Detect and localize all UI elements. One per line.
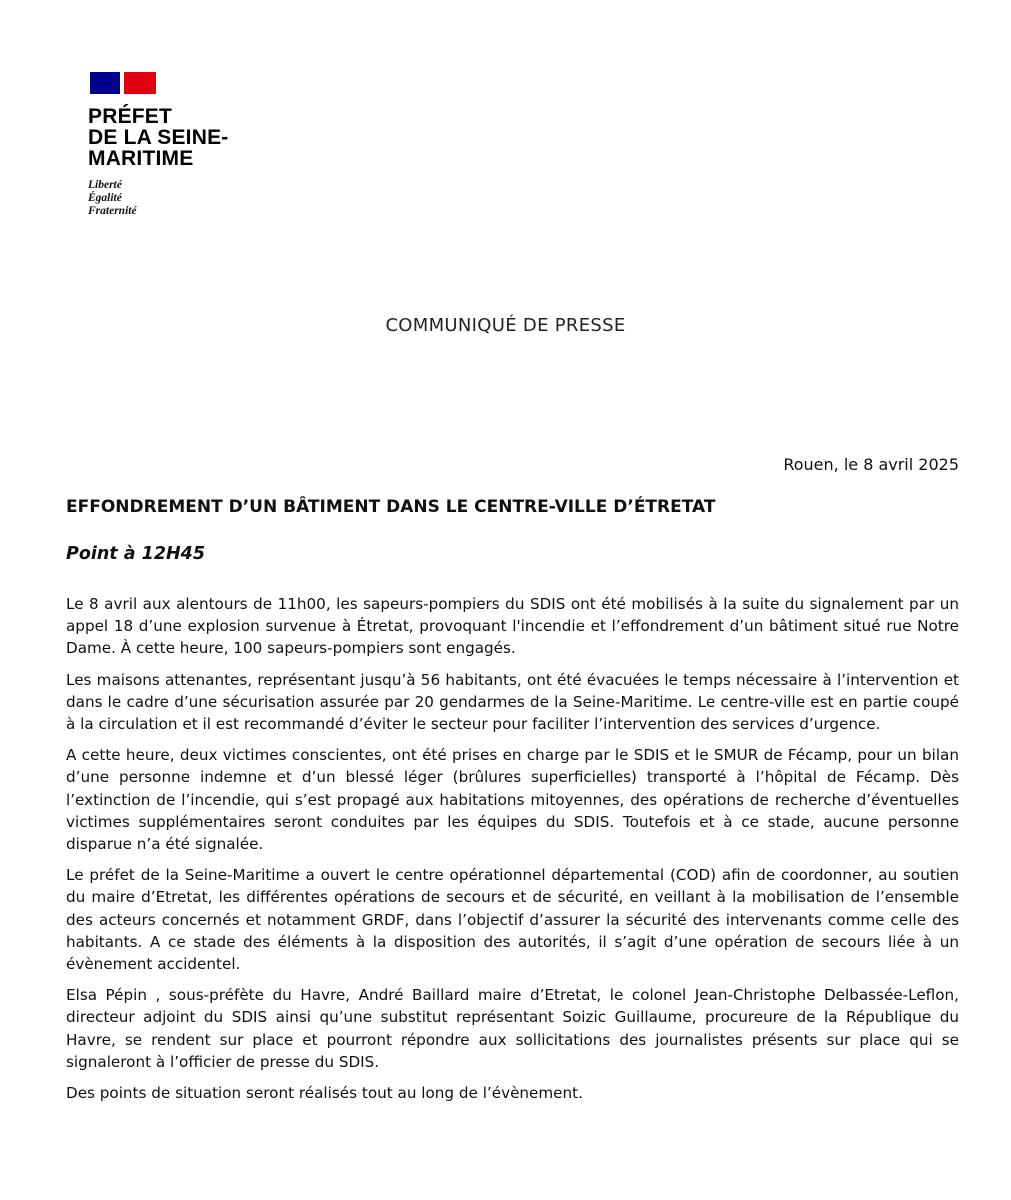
motto-line: Égalité xyxy=(88,192,122,204)
body-paragraph: Des points de situation seront réalisés tout au long de l’évènement. xyxy=(66,1084,583,1103)
document-date: Rouen, le 8 avril 2025 xyxy=(783,455,959,474)
authority-line: PRÉFET xyxy=(88,105,173,128)
body-paragraph: A cette heure, deux victimes conscientes, ont été prises en charge par le SDIS et le SMUR de Fécamp, pour un bilan d’une personne indemne et d’un blessé léger (brûlures superficielles) transporté à l’hôpital de Fécamp. Dès l’extinction de l’incendie, qui s’est propagé aux habitations mitoyennes, des opérations de recherche d’éventuelles victimes supplémentaires seront conduites par les équipes du SDIS. Toutefois et à ce stade, aucune personne disparue n’a été signalée. xyxy=(66,746,959,854)
authority-line: MARITIME xyxy=(88,147,194,170)
authority-line: DE LA SEINE- xyxy=(88,126,229,149)
update-time-subheading: Point à 12H45 xyxy=(66,544,206,564)
document-type: COMMUNIQUÉ DE PRESSE xyxy=(385,315,626,336)
body-paragraph: Les maisons attenantes, représentant jusqu’à 56 habitants, ont été évacuées le temps nécessaire à l’intervention et dans le cadre d’une sécurisation assurée par 20 gendarmes de la Seine-Maritime. Le centre-ville est en partie coupé à la circulation et il est recommandé d’éviter le secteur pour faciliter l’intervention des services d’urgence. xyxy=(66,670,959,734)
prefecture-logo xyxy=(88,72,288,218)
press-release-body xyxy=(66,593,959,1113)
motto-line: Fraternité xyxy=(88,205,137,217)
body-paragraph: Elsa Pépin , sous-préfète du Havre, André Baillard maire d’Etretat, le colonel Jean-Christophe Delbassée-Leflon, directeur adjoint du SDIS ainsi qu’une substitut représentant Soizic Guillaume, procureure de la République du Havre, se rendent sur place et pourront répondre aux sollicitations des journalistes présents sur place qui se signaleront à l’officier de presse du SDIS. xyxy=(66,986,959,1071)
body-paragraph: Le préfet de la Seine-Maritime a ouvert le centre opérationnel départemental (COD) afin de coordonner, au soutien du maire d’Etretat, les différentes opérations de secours et de sécurité, en veillant à la mobilisation de l’ensemble des acteurs concernés et notamment GRDF, dans l’objectif d’assurer la sécurité des intervenants comme celle des habitants. A ce stade des éléments à la disposition des autorités, il s’agit d’une opération de secours liée à un évènement accidentel. xyxy=(66,866,959,974)
republic-motto xyxy=(88,179,288,218)
motto-line: Liberté xyxy=(88,179,122,191)
french-flag-icon xyxy=(90,72,156,94)
body-paragraph: Le 8 avril aux alentours de 11h00, les sapeurs-pompiers du SDIS ont été mobilisés à la suite du signalement par un appel 18 d’une explosion survenue à Étretat, provoquant l'incendie et l’effondrement d’un bâtiment situé rue Notre Dame. À cette heure, 100 sapeurs-pompiers sont engagés. xyxy=(66,595,959,658)
page-title: EFFONDREMENT D’UN BÂTIMENT DANS LE CENTRE-VILLE D’ÉTRETAT xyxy=(66,497,716,517)
authority-name xyxy=(88,106,288,169)
